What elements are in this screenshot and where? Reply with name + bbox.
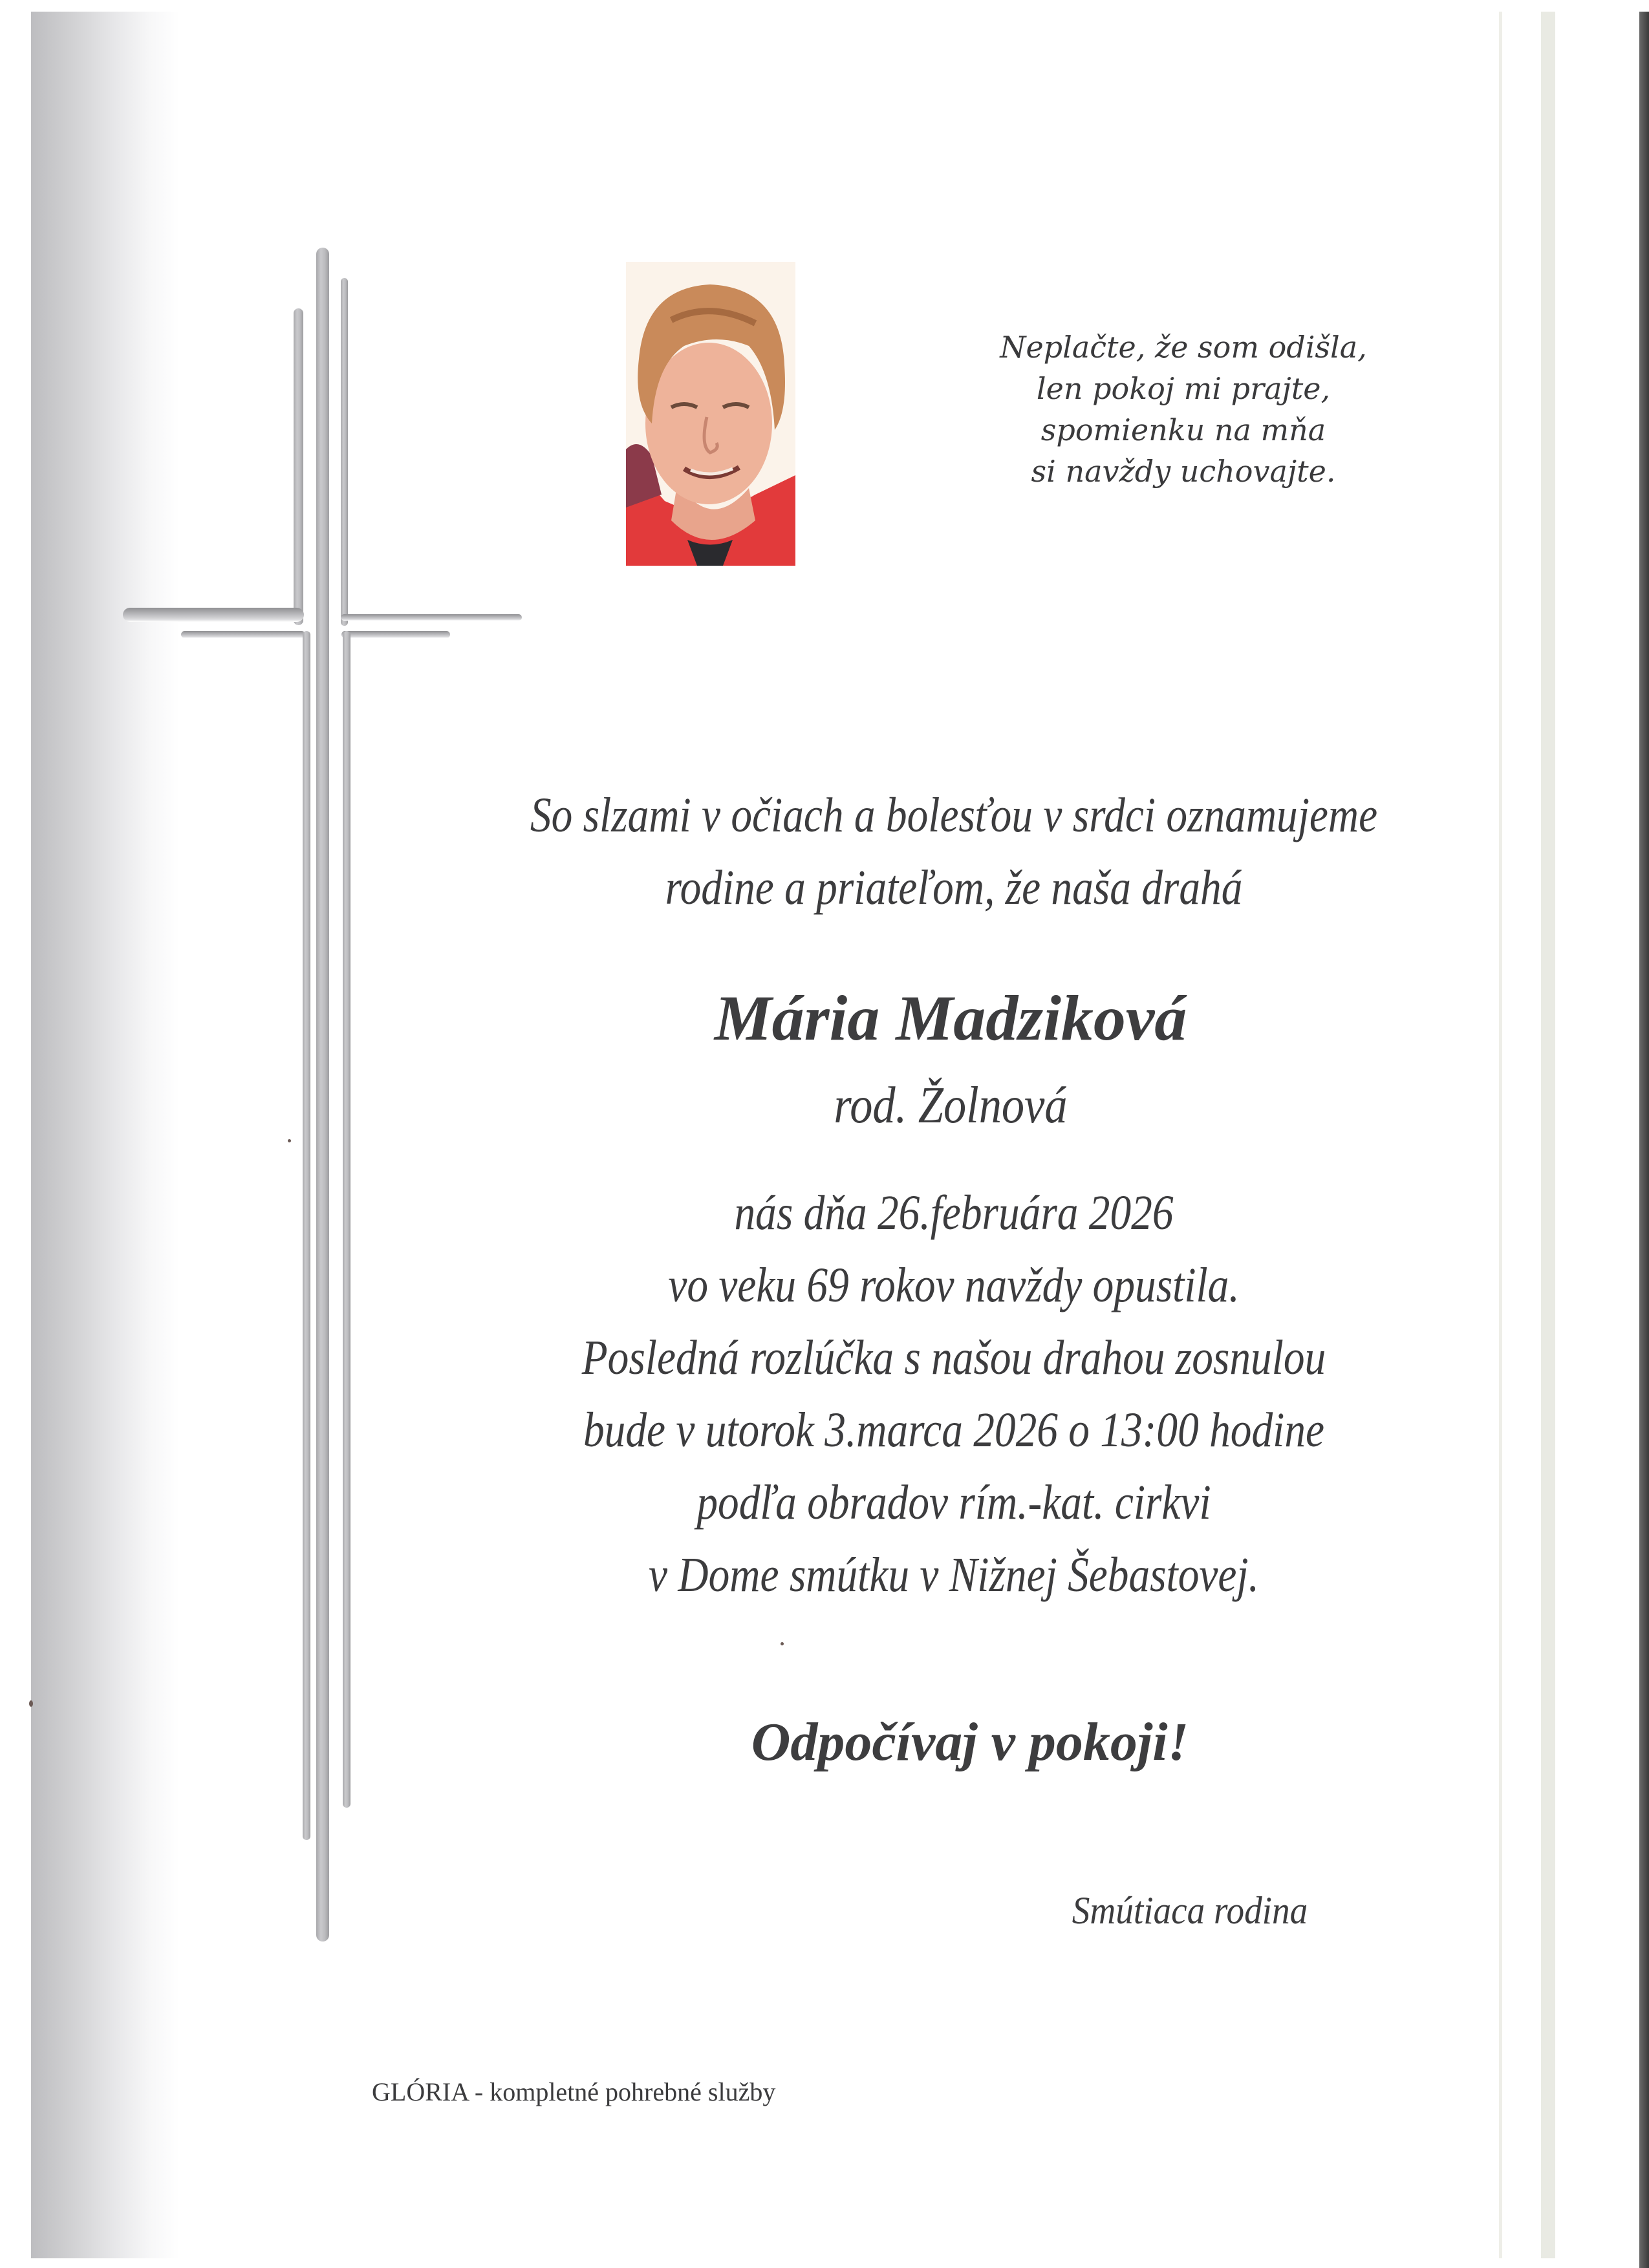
scan-speck xyxy=(288,1139,291,1142)
portrait-photo xyxy=(626,262,795,566)
cross-right-lower-arm xyxy=(341,631,450,638)
cross-center-bar xyxy=(316,248,329,1942)
scan-speck xyxy=(781,1642,784,1645)
announcement-details xyxy=(445,1177,1463,1611)
cross-right-lower-bar xyxy=(343,631,350,1808)
funeral-service-credit: GLÓRIA - kompletné pohrebné služby xyxy=(372,2077,776,2106)
cross-left-lower-arm xyxy=(181,631,305,638)
detail-line: v Dome smútku v Nižnej Šebastovej. xyxy=(649,1548,1259,1602)
detail-line: vo veku 69 rokov navždy opustila. xyxy=(668,1258,1240,1312)
scan-speck xyxy=(29,1700,33,1707)
portrait-image xyxy=(626,262,795,566)
detail-line: bude v utorok 3.marca 2026 o 13:00 hodine xyxy=(583,1403,1325,1457)
announcement-intro xyxy=(445,779,1463,924)
farewell-text: Odpočívaj v pokoji! xyxy=(751,1712,1189,1772)
poem xyxy=(964,326,1403,492)
cross-left-upper-bar xyxy=(294,308,303,625)
detail-line: nás dňa 26.februára 2026 xyxy=(734,1186,1174,1240)
cross-left-lower-bar xyxy=(303,631,310,1840)
maiden-name: rod. Žolnová xyxy=(834,1077,1068,1134)
page-edge-strip xyxy=(1541,12,1555,2258)
scanner-border xyxy=(1639,12,1649,2268)
page-edge-line xyxy=(1499,12,1502,2258)
cross-right-arm xyxy=(341,614,522,621)
poem-line: spomienku na mňa xyxy=(1040,412,1326,447)
poem-line: Neplačte, že som odišla, xyxy=(1000,330,1367,365)
intro-line: rodine a priateľom, že naša drahá xyxy=(665,861,1243,915)
scan-shadow xyxy=(31,12,180,2258)
detail-line: Posledná rozlúčka s našou drahou zosnulou xyxy=(581,1331,1326,1385)
cross-left-arm xyxy=(123,608,304,622)
detail-line: podľa obradov rím.-kat. cirkvi xyxy=(696,1475,1211,1530)
cross-right-upright xyxy=(341,278,348,626)
poem-line: si navždy uchovajte. xyxy=(1031,454,1336,489)
signoff-text: Smútiaca rodina xyxy=(1072,1889,1308,1932)
poem-line: len pokoj mi prajte, xyxy=(1036,371,1331,406)
deceased-name: Mária Madziková xyxy=(714,982,1187,1054)
intro-line: So slzami v očiach a bolesťou v srdci oznamujeme xyxy=(530,788,1378,842)
